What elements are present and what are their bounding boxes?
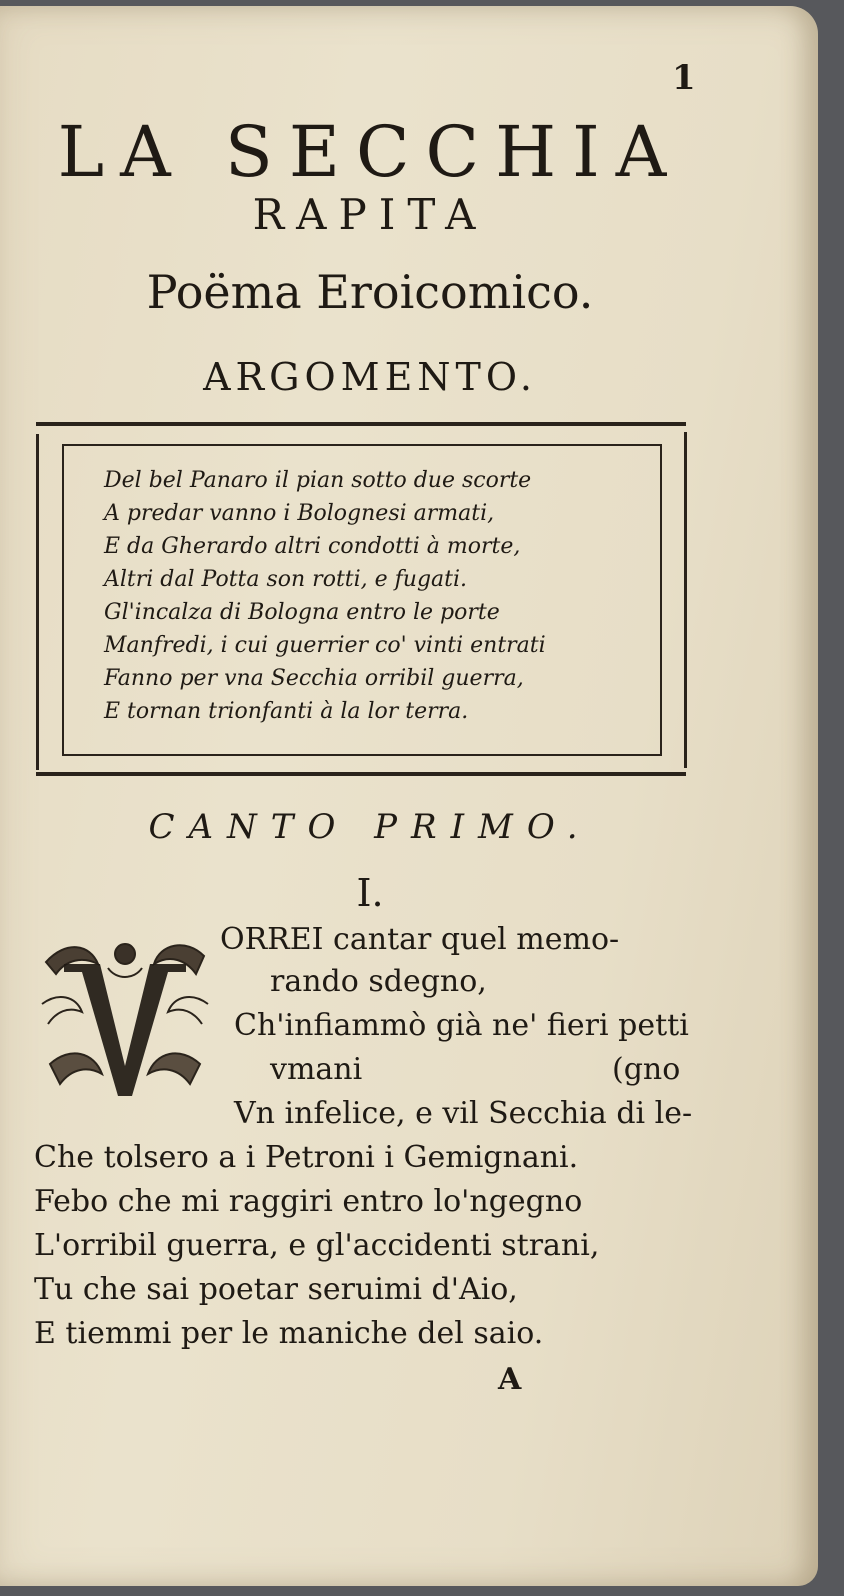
argument-line: Del bel Panaro il pian sotto due scorte (104, 468, 532, 493)
stanza-line-turnover: (gno (612, 1052, 681, 1087)
stanza-line: Vn infelice, e vil Secchia di le- (234, 1096, 693, 1131)
frame-rule-right (684, 432, 687, 768)
stanza-line: vmani (270, 1052, 363, 1087)
argument-line: Fanno per vna Secchia orribil guerra, (104, 666, 524, 691)
stanza-line: E tiemmi per le maniche del saio. (34, 1316, 544, 1351)
frame-rule-bottom (36, 772, 686, 776)
frame-rule-top (36, 422, 686, 426)
book-page (0, 6, 818, 1586)
argument-line: A predar vanno i Bolognesi armati, (104, 501, 495, 526)
stanza-number: I. (356, 871, 384, 915)
stanza-line: ORREI cantar quel memo- (220, 922, 620, 957)
argument-line: Altri dal Potta son rotti, e fugati. (104, 567, 468, 592)
argument-heading: ARGOMENTO. (203, 355, 537, 399)
initial-letter: V (121, 1036, 129, 1047)
stanza-line: L'orribil guerra, e gl'accidenti strani, (34, 1228, 600, 1263)
genre-line: Poëma Eroicomico. (146, 265, 594, 319)
canto-heading: CANTO PRIMO. (148, 807, 592, 847)
argument-verses (104, 464, 546, 728)
ornamental-initial-v (36, 934, 214, 1108)
stanza-line: Ch'infiammò già ne' fieri petti (234, 1008, 689, 1043)
argument-line: Gl'incalza di Bologna entro le porte (104, 600, 500, 625)
stanza-line: rando sdegno, (270, 964, 487, 999)
page-number: 1 (672, 58, 696, 98)
argument-line: E da Gherardo altri condotti à morte, (104, 534, 521, 559)
argument-line: Manfredi, i cui guerrier co' vinti entrati (104, 633, 546, 658)
stanza-line: Tu che sai poetar seruimi d'Aio, (34, 1272, 518, 1307)
frame-rule-left (36, 434, 39, 770)
stanza-line: Che tolsero a i Petroni i Gemignani. (34, 1140, 579, 1175)
argument-box (62, 444, 662, 756)
subtitle: RAPITA (252, 190, 488, 239)
stanza-line: Febo che mi raggiri entro lo'ngegno (34, 1184, 583, 1219)
title: LA SECCHIA (57, 111, 683, 193)
catchword: A (498, 1362, 522, 1397)
argument-line: E tornan trionfanti à la lor terra. (104, 699, 469, 724)
